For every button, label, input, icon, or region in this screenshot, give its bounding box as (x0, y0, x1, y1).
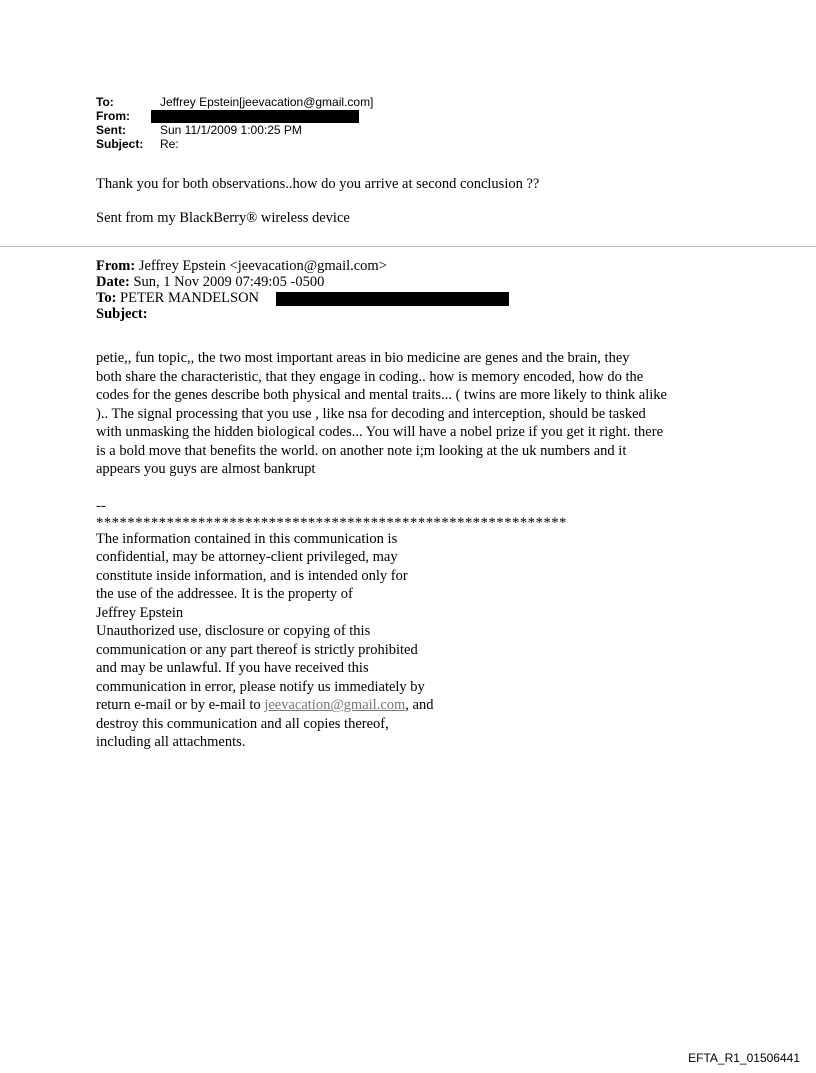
return-prefix: return e-mail or by e-mail to (96, 697, 265, 713)
disclaimer-line: Jeffrey Epstein (96, 604, 184, 621)
body-line: codes for the genes describe both physical and mental traits... ( twins are more likely to think alike (96, 387, 667, 403)
body-line: is a bold move that benefits the world. on another note i;m looking at the uk numbers and it (96, 442, 627, 459)
fw-date-label: Date: (96, 274, 130, 290)
disclaimer-line: constitute inside information, and is intended only for (96, 567, 408, 584)
subject-label: Subject: (96, 137, 144, 151)
body-line: both share the characteristic, that they engage in coding.. how is memory encoded, how do the (96, 368, 644, 385)
fw-subject-row (96, 306, 387, 322)
body-line: with unmasking the hidden biological codes... You will have a nobel prize if you get it right. there (96, 424, 664, 440)
disclaimer-line: communication or any part thereof is strictly prohibited (96, 641, 418, 658)
signature-block (96, 497, 567, 752)
disclaimer-line-with-link (96, 696, 567, 715)
fw-from-value: Jeffrey Epstein <jeevacation@gmail.com> (138, 258, 387, 274)
disclaimer-line: confidential, may be attorney-client privileged, may (96, 549, 398, 565)
subject-value: Re: (160, 137, 179, 151)
body-line: ).. The signal processing that you use , like nsa for decoding and interception, should be tasked (96, 405, 646, 422)
email-link[interactable]: jeevacation@gmail.com (264, 697, 406, 713)
message-body (96, 349, 736, 479)
fw-from-label: From: (96, 258, 136, 274)
fw-to-value: PETER MANDELSON (120, 290, 260, 306)
disclaimer-line: destroy this communication and all copies thereof, (96, 715, 389, 732)
fw-from-row (96, 258, 387, 274)
divider (0, 246, 816, 247)
from-label: From: (96, 109, 130, 123)
sent-value: Sun 11/1/2009 1:00:25 PM (160, 123, 302, 137)
reply-text: Thank you for both observations..how do you arrive at second conclusion ?? (96, 176, 540, 192)
redaction-bar (151, 110, 359, 123)
fw-date-row (96, 274, 387, 290)
disclaimer-line: the use of the addressee. It is the property of (96, 586, 353, 602)
sig-stars: ************************************************************ (96, 514, 567, 531)
sig-dashes: -- (96, 498, 106, 514)
disclaimer-line: including all attachments. (96, 734, 246, 750)
body-line: petie,, fun topic,, the two most important areas in bio medicine are genes and the brain, they (96, 350, 630, 366)
fw-subject-label: Subject: (96, 306, 148, 322)
return-suffix: , and (405, 697, 434, 713)
document-id: EFTA_R1_01506441 (688, 1051, 800, 1065)
to-label: To: (96, 95, 114, 109)
disclaimer-line: and may be unlawful. If you have received this (96, 660, 369, 676)
sent-label: Sent: (96, 123, 126, 137)
to-value: Jeffrey Epstein[jeevacation@gmail.com] (160, 95, 374, 109)
disclaimer-line: Unauthorized use, disclosure or copying of this (96, 623, 371, 639)
disclaimer-line: The information contained in this communication is (96, 530, 398, 547)
disclaimer-line: communication in error, please notify us immediately by (96, 678, 425, 695)
reply-signature: Sent from my BlackBerry® wireless device (96, 210, 350, 226)
fw-date-value: Sun, 1 Nov 2009 07:49:05 -0500 (133, 274, 325, 290)
body-line: appears you guys are almost bankrupt (96, 461, 316, 477)
fw-to-label: To: (96, 290, 117, 306)
redaction-bar (276, 292, 509, 306)
fw-to-row (96, 290, 387, 306)
forwarded-header (96, 258, 387, 322)
